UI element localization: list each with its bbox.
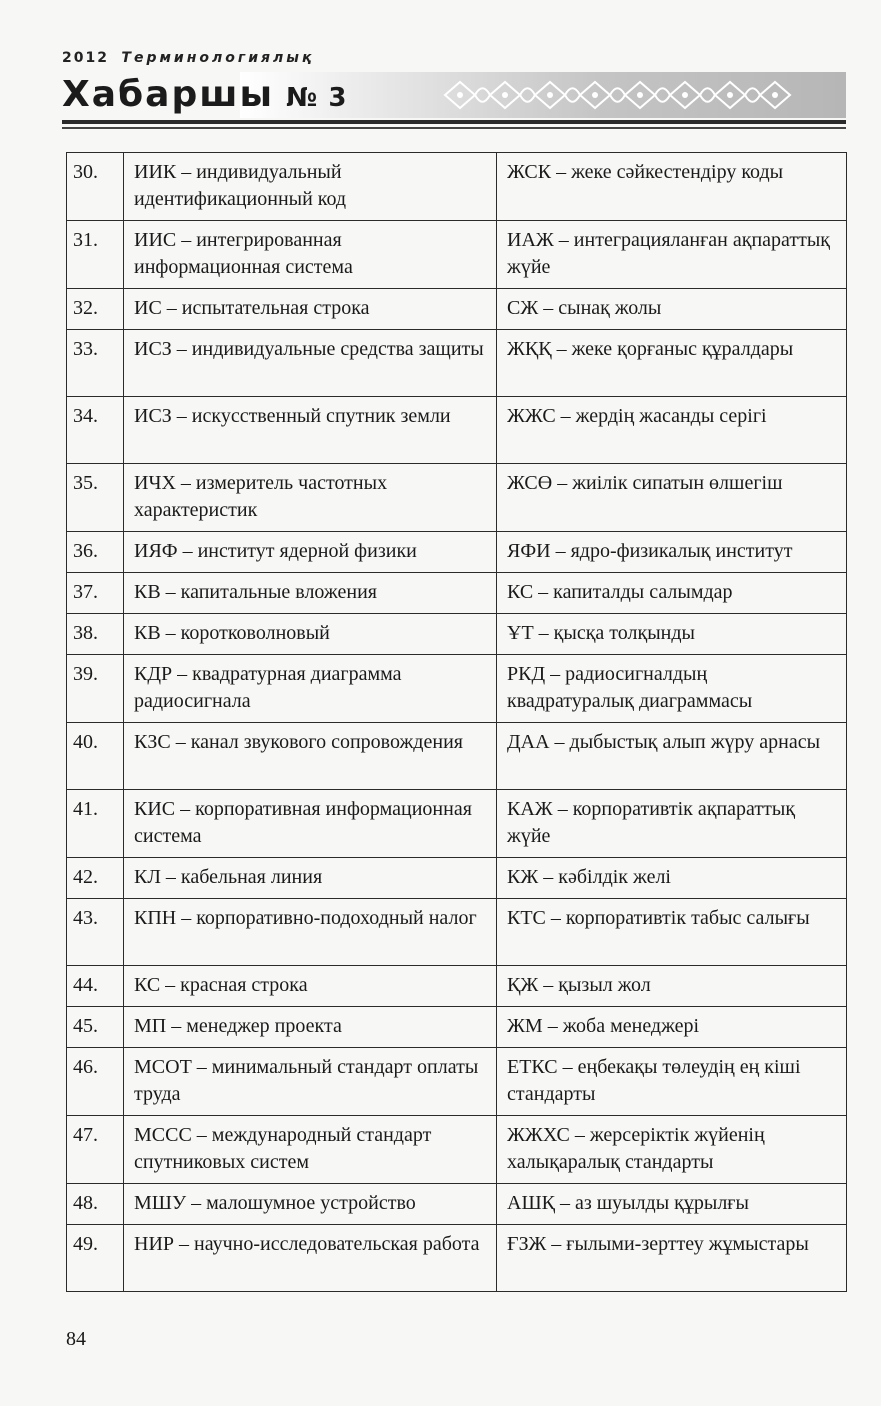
row-number-cell: 38. — [67, 614, 124, 655]
russian-term-cell: МШУ – малошумное устройство — [124, 1184, 497, 1225]
russian-term-cell: НИР – научно-исследовательская работа — [124, 1225, 497, 1292]
header-journal-subtitle: Терминологиялық — [121, 50, 315, 66]
table-row — [67, 790, 847, 858]
table-row — [67, 1225, 847, 1292]
table-row — [67, 573, 847, 614]
russian-term-cell: МП – менеджер проекта — [124, 1007, 497, 1048]
row-number-cell: 33. — [67, 330, 124, 397]
row-number-cell: 37. — [67, 573, 124, 614]
russian-term-cell: КИС – корпоративная информационная система — [124, 790, 497, 858]
table-row — [67, 153, 847, 221]
table-row — [67, 330, 847, 397]
kazakh-term-cell: ҰТ – қысқа толқынды — [497, 614, 847, 655]
row-number-cell: 39. — [67, 655, 124, 723]
kazakh-term-cell: ЕТКС – еңбекақы төлеудің ең кіші стандарты — [497, 1048, 847, 1116]
kazakh-term-cell: АШҚ – аз шуылды құрылғы — [497, 1184, 847, 1225]
russian-term-cell: КПН – корпоративно-подоходный налог — [124, 899, 497, 966]
table-row — [67, 532, 847, 573]
table-row — [67, 858, 847, 899]
row-number-cell: 40. — [67, 723, 124, 790]
kazakh-term-cell: КАЖ – корпоративтік ақпараттық жүйе — [497, 790, 847, 858]
table-row — [67, 1007, 847, 1048]
kazakh-term-cell: ЖСК – жеке сәйкестендіру коды — [497, 153, 847, 221]
row-number-cell: 36. — [67, 532, 124, 573]
journal-title — [62, 74, 347, 115]
kazakh-term-cell: КС – капиталды салымдар — [497, 573, 847, 614]
russian-term-cell: ИИС – интегрированная информационная система — [124, 221, 497, 289]
kazakh-term-cell: ҚЖ – қызыл жол — [497, 966, 847, 1007]
row-number-cell: 46. — [67, 1048, 124, 1116]
row-number-cell: 31. — [67, 221, 124, 289]
russian-term-cell: ИС – испытательная строка — [124, 289, 497, 330]
russian-term-cell: ИЧХ – измеритель частотных характеристик — [124, 464, 497, 532]
row-number-cell: 42. — [67, 858, 124, 899]
table-row — [67, 723, 847, 790]
ornament-icon — [440, 76, 810, 114]
page-number: 84 — [66, 1328, 86, 1350]
row-number-cell: 32. — [67, 289, 124, 330]
row-number-cell: 45. — [67, 1007, 124, 1048]
row-number-cell: 49. — [67, 1225, 124, 1292]
abbreviation-table-body — [67, 153, 847, 1292]
kazakh-term-cell: КТС – корпоративтік табыс салығы — [497, 899, 847, 966]
table-row — [67, 1048, 847, 1116]
table-row — [67, 614, 847, 655]
russian-term-cell: КЗС – канал звукового сопровождения — [124, 723, 497, 790]
table-row — [67, 966, 847, 1007]
kazakh-term-cell: ИАЖ – интеграцияланған ақпараттық жүйе — [497, 221, 847, 289]
kazakh-term-cell: ЖСӨ – жиілік сипатын өлшегіш — [497, 464, 847, 532]
kazakh-term-cell: КЖ – кәбілдік желі — [497, 858, 847, 899]
kazakh-term-cell: РКД – радиосигналдың квадратуралық диаграммасы — [497, 655, 847, 723]
russian-term-cell: ИЯФ – институт ядерной физики — [124, 532, 497, 573]
table-row — [67, 899, 847, 966]
table-row — [67, 221, 847, 289]
row-number-cell: 30. — [67, 153, 124, 221]
row-number-cell: 41. — [67, 790, 124, 858]
abbreviation-table — [66, 152, 847, 1292]
header-year: 2012 — [62, 50, 109, 66]
russian-term-cell: КС – красная строка — [124, 966, 497, 1007]
russian-term-cell: ИСЗ – искусственный спутник земли — [124, 397, 497, 464]
header-journal-title: Хабаршы — [62, 74, 275, 115]
table-row — [67, 397, 847, 464]
header-issue: № 3 — [286, 83, 348, 113]
kazakh-term-cell: ЖМ – жоба менеджері — [497, 1007, 847, 1048]
header-rule-thin — [62, 127, 846, 129]
row-number-cell: 48. — [67, 1184, 124, 1225]
row-number-cell: 34. — [67, 397, 124, 464]
table-row — [67, 289, 847, 330]
russian-term-cell: МССС – международный стандарт спутниковых систем — [124, 1116, 497, 1184]
table-row — [67, 655, 847, 723]
kazakh-term-cell: ДАА – дыбыстық алып жүру арнасы — [497, 723, 847, 790]
table-row — [67, 1116, 847, 1184]
table-row — [67, 464, 847, 532]
row-number-cell: 47. — [67, 1116, 124, 1184]
kazakh-term-cell: ЖҚҚ – жеке қорғаныс құралдары — [497, 330, 847, 397]
table-row — [67, 1184, 847, 1225]
kazakh-term-cell: ҒЗЖ – ғылыми-зерттеу жұмыстары — [497, 1225, 847, 1292]
russian-term-cell: КЛ – кабельная линия — [124, 858, 497, 899]
russian-term-cell: ИИК – индивидуальный идентификационный код — [124, 153, 497, 221]
journal-subtitle — [62, 50, 314, 66]
kazakh-term-cell: ЖЖХС – жерсеріктік жүйенің халықаралық стандарты — [497, 1116, 847, 1184]
kazakh-term-cell: СЖ – сынақ жолы — [497, 289, 847, 330]
header-rule-thick — [62, 120, 846, 124]
row-number-cell: 44. — [67, 966, 124, 1007]
russian-term-cell: КДР – квадратурная диаграмма радиосигнала — [124, 655, 497, 723]
page-header — [0, 0, 881, 140]
russian-term-cell: МСОТ – минимальный стандарт оплаты труда — [124, 1048, 497, 1116]
russian-term-cell: ИСЗ – индивидуальные средства защиты — [124, 330, 497, 397]
russian-term-cell: КВ – капитальные вложения — [124, 573, 497, 614]
row-number-cell: 43. — [67, 899, 124, 966]
kazakh-term-cell: ЯФИ – ядро-физикалық институт — [497, 532, 847, 573]
russian-term-cell: КВ – коротковолновый — [124, 614, 497, 655]
row-number-cell: 35. — [67, 464, 124, 532]
kazakh-term-cell: ЖЖС – жердің жасанды серігі — [497, 397, 847, 464]
